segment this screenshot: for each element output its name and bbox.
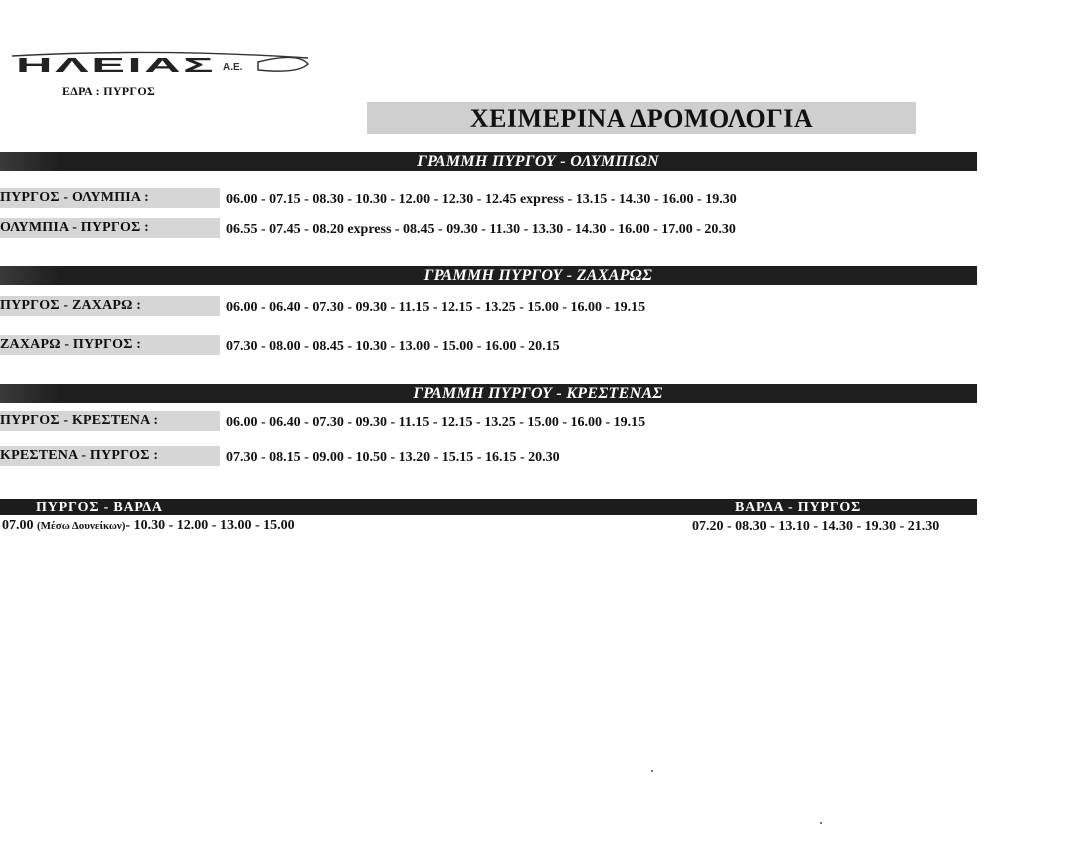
varda-rest-times: - 10.30 - 12.00 - 13.00 - 15.00 [125, 518, 295, 533]
page-title: ΧΕΙΜΕΡΙΝΑ ΔΡΟΜΟΛΟΓΙΑ [367, 102, 916, 134]
line-header-zacharo [0, 266, 977, 285]
route-label: ΚΡΕΣΤΕΝΑ - ΠΥΡΓΟΣ : [0, 446, 220, 466]
route-times: 07.30 - 08.15 - 09.00 - 10.50 - 13.20 - 15.15 - 16.15 - 20.30 [226, 450, 560, 465]
route-row [0, 446, 900, 466]
scan-speck [820, 822, 822, 824]
route-label: ΠΥΡΓΟΣ - ΖΑΧΑΡΩ : [0, 296, 220, 316]
route-times: 07.30 - 08.00 - 08.45 - 10.30 - 13.00 - 15.00 - 16.00 - 20.15 [226, 339, 560, 354]
scan-speck [651, 770, 653, 772]
route-row [0, 411, 900, 431]
varda-right-header: ΒΑΡΔΑ - ΠΥΡΓΟΣ [735, 500, 862, 515]
varda-outbound-times [2, 518, 295, 534]
route-times: 06.00 - 06.40 - 07.30 - 09.30 - 11.15 - 12.15 - 13.25 - 15.00 - 16.00 - 19.15 [226, 415, 646, 430]
line-title: ΓΡΑΜΜΗ ΠΥΡΓΟΥ - ΖΑΧΑΡΩΣ [423, 267, 653, 284]
seat-label: ΕΔΡΑ : ΠΥΡΓΟΣ [62, 84, 156, 98]
line-header-olympia [0, 152, 977, 171]
route-times: 06.55 - 07.45 - 08.20 express - 08.45 - 09.30 - 11.30 - 13.30 - 14.30 - 16.00 - 17.00 - 20.30 [226, 222, 736, 237]
route-label: ΖΑΧΑΡΩ - ΠΥΡΓΟΣ : [0, 335, 220, 355]
route-times: 06.00 - 06.40 - 07.30 - 09.30 - 11.15 - 12.15 - 13.25 - 15.00 - 16.00 - 19.15 [226, 300, 646, 315]
route-row [0, 296, 900, 316]
varda-route-note: (Μέσω Δουνείκων) [37, 520, 126, 532]
line-title: ΓΡΑΜΜΗ ΠΥΡΓΟΥ - ΚΡΕΣΤΕΝΑΣ [413, 385, 663, 402]
varda-header-bar [0, 499, 977, 515]
varda-first-time: 07.00 [2, 518, 34, 533]
line-header-krestena [0, 384, 977, 403]
line-title: ΓΡΑΜΜΗ ΠΥΡΓΟΥ - ΟΛΥΜΠΙΩΝ [417, 153, 659, 170]
route-row [0, 218, 900, 238]
route-label: ΠΥΡΓΟΣ - ΟΛΥΜΠΙΑ : [0, 188, 220, 208]
company-logo [8, 50, 320, 78]
route-row [0, 335, 900, 355]
svg-text:ΗΛΕΙΑΣ: ΗΛΕΙΑΣ [16, 55, 216, 77]
varda-return-times: 07.20 - 08.30 - 13.10 - 14.30 - 19.30 - 21.30 [692, 519, 940, 534]
route-label: ΠΥΡΓΟΣ - ΚΡΕΣΤΕΝΑ : [0, 411, 220, 431]
svg-text:Α.Ε.: Α.Ε. [223, 62, 243, 73]
route-times: 06.00 - 07.15 - 08.30 - 10.30 - 12.00 - 12.30 - 12.45 express - 13.15 - 14.30 - 16.00 - 19.30 [226, 192, 737, 207]
varda-left-header: ΠΥΡΓΟΣ - ΒΑΡΔΑ [36, 500, 163, 515]
route-label: ΟΛΥΜΠΙΑ - ΠΥΡΓΟΣ : [0, 218, 220, 238]
route-row [0, 188, 900, 208]
